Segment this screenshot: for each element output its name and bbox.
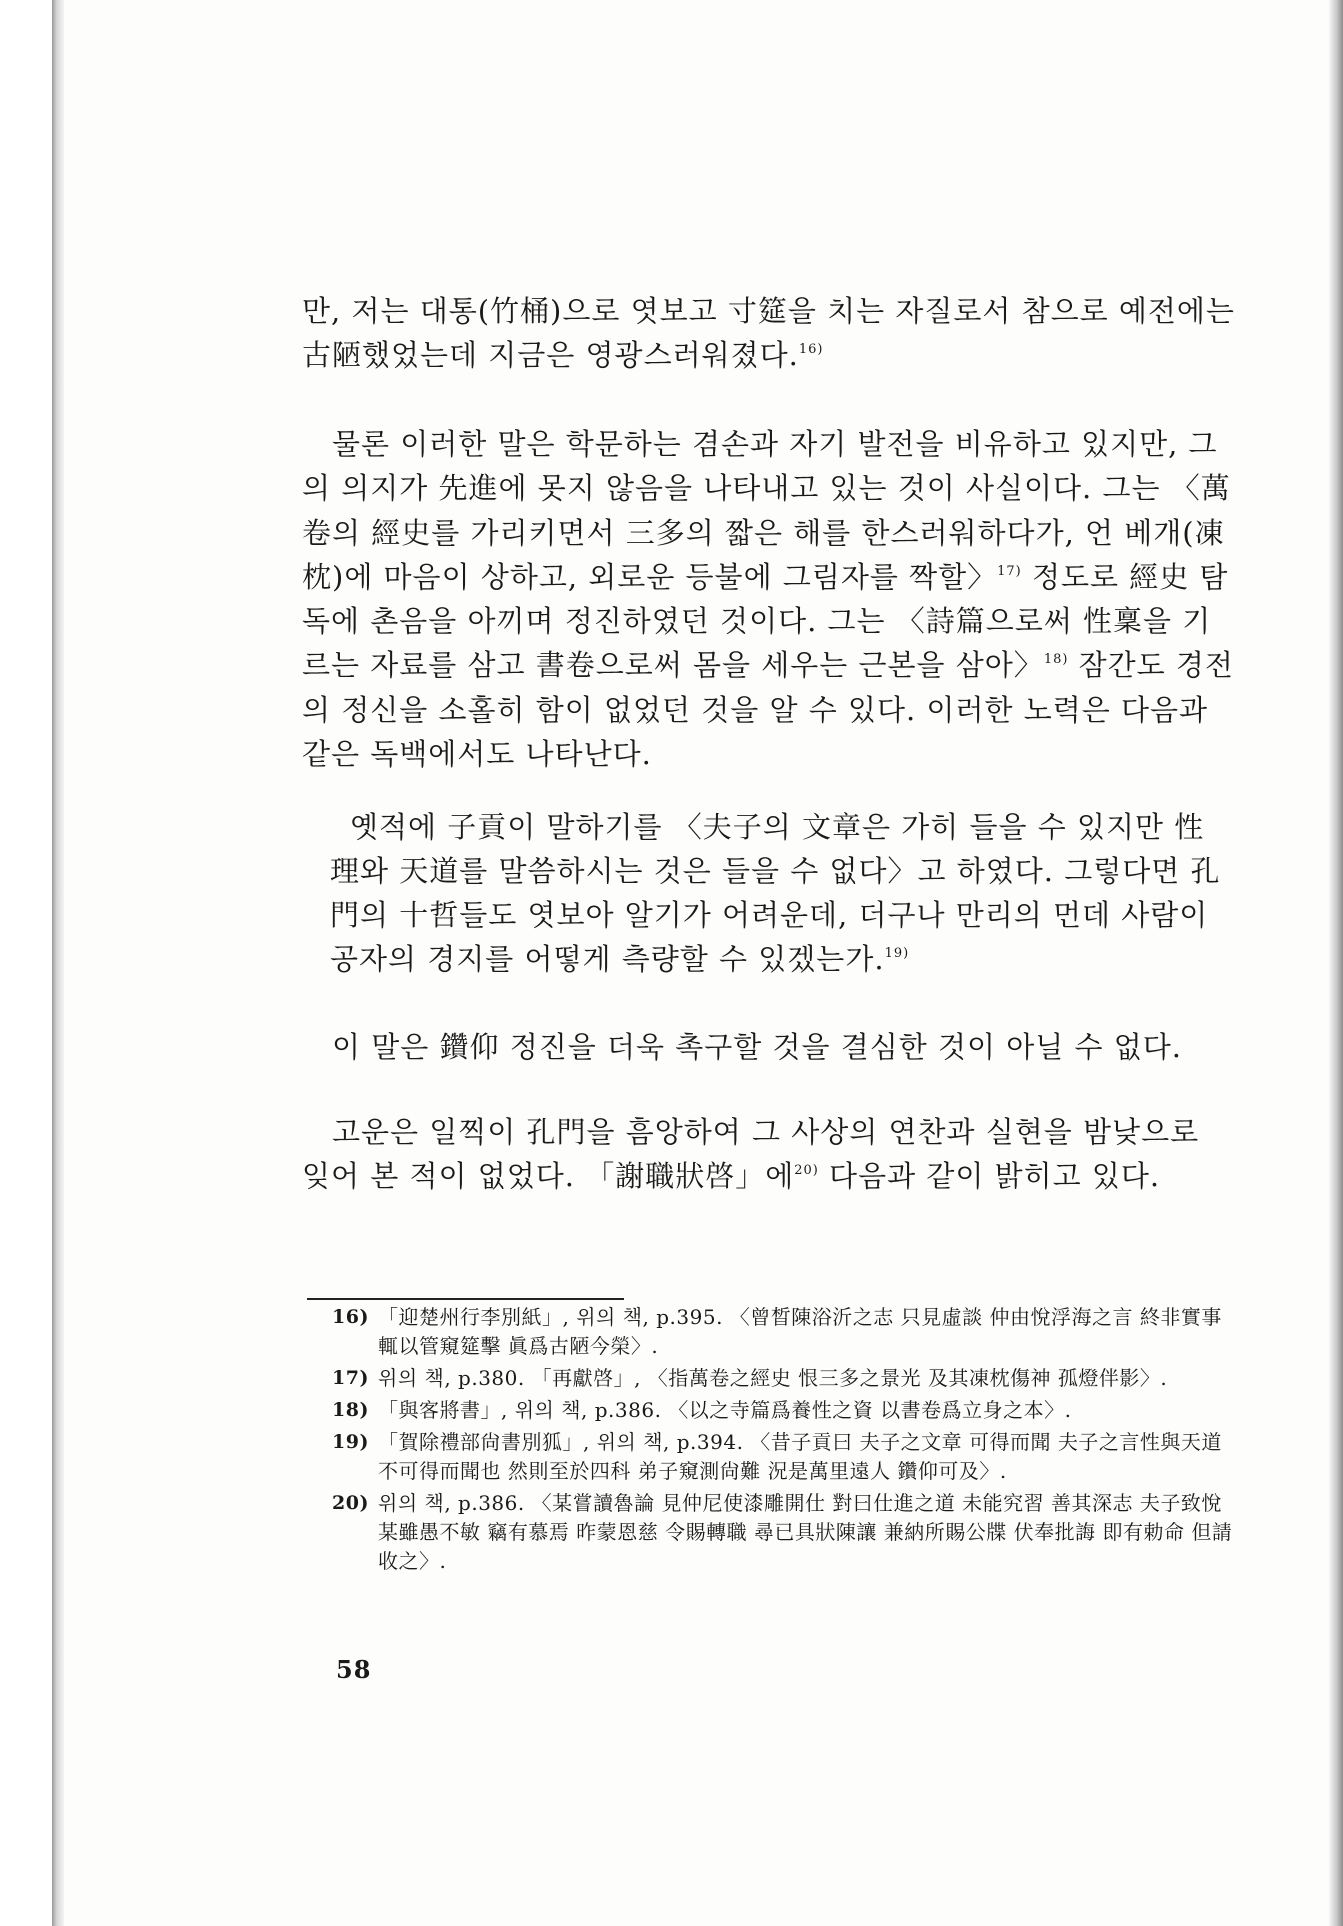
paragraph-continuation (302, 289, 1237, 378)
footnote-ref-20: 20) (794, 1163, 819, 1179)
footnote-text: 위의 책, p.386. 〈某嘗讀魯論 見仲尼使漆雕開仕 對曰仕進之道 未能究習 善其深志 夫子致悅 某雖愚不敏 竊有慕焉 昨蒙恩慈 令賜轉職 尋已具狀陳讓 兼納所賜公牒 伏奉批誨 即有勅命 但請收之〉. (378, 1491, 1233, 1573)
footnotes (304, 1303, 1244, 1579)
footnote-text: 위의 책, p.380. 「再獻啓」, 〈指萬卷之經史 恨三多之景光 及其凍枕傷神 孤燈伴影〉. (378, 1366, 1168, 1390)
paragraph-study-effort (302, 422, 1237, 776)
footnote-item (304, 1489, 1244, 1576)
footnote-text: 「賀除禮部尙書別狐」, 위의 책, p.394. 〈昔子貢曰 夫子之文章 可得而聞 夫子之言性與天道 不可得而聞也 然則至於四科 弟子窺測尙難 況是萬里遠人 鑽仰可及〉. (378, 1430, 1222, 1483)
footnote-number: 18) (332, 1399, 369, 1421)
quote-text: 옛적에 子貢이 말하기를 〈夫子의 文章은 가히 들을 수 있지만 性理와 天道를 말씀하시는 것은 들을 수 없다〉고 하였다. 그렇다면 孔門의 十哲들도 엿보아 알기가 어려운데, 더구나 만리의 먼데 사람이 공자의 경지를 어떻게 측량할 수 있겠는가. (330, 810, 1221, 976)
footnote-text: 「迎楚州行李別紙」, 위의 책, p.395. 〈曾晳陳浴沂之志 只見虛談 仲由悅浮海之言 終非實事 輒以管窺筵擊 眞爲古陋今榮〉. (378, 1305, 1222, 1358)
footnote-item (304, 1303, 1244, 1361)
paragraph-text: 다음과 같이 밝히고 있다. (818, 1159, 1161, 1194)
paragraph-text: 이 말은 鑽仰 정진을 더욱 촉구할 것을 결심한 것이 아닐 수 없다. (332, 1030, 1182, 1064)
paragraph-resolve (302, 1025, 1237, 1069)
footnote-item (304, 1364, 1244, 1393)
paragraph-text: 만, 저는 대통(竹桶)으로 엿보고 寸筵을 치는 자질로서 참으로 예전에는 古陋했었는데 지금은 영광스러워졌다. (302, 294, 1235, 373)
footnote-item (304, 1396, 1244, 1425)
page-number: 58 (336, 1655, 372, 1684)
paragraph-text: 물론 이러한 말은 학문하는 겸손과 자기 발전을 비유하고 있지만, 그의 의지가 先進에 못지 않음을 나타내고 있는 것이 사실이다. 그는 〈萬卷의 經史를 가리키면서 三多의 짧은 해를 한스러워하다가, 언 베개(凍枕)에 마음이 상하고, 외로운 등불에 그림자를 짝할〉 (302, 427, 1231, 594)
paragraph-confucian (302, 1110, 1237, 1199)
footnote-ref-19: 19) (884, 946, 910, 961)
footnote-number: 17) (332, 1367, 369, 1389)
block-quote (330, 805, 1230, 981)
footnote-item (304, 1428, 1244, 1486)
footnote-divider (307, 1298, 624, 1300)
footnote-number: 16) (332, 1306, 369, 1328)
footnote-text: 「與客將書」, 위의 책, p.386. 〈以之寺篇爲養性之資 以書卷爲立身之本〉. (378, 1398, 1072, 1422)
footnote-number: 19) (332, 1431, 369, 1453)
paragraph-text: 잠간도 경전의 정신을 소홀히 함이 없었던 것을 알 수 있다. 이러한 노력은 다음과 같은 독백에서도 나타난다. (302, 648, 1234, 772)
page-edge-left (52, 0, 64, 1926)
book-page (64, 0, 1329, 1926)
footnote-number: 20) (332, 1492, 369, 1514)
page-edge-right (1329, 0, 1343, 1926)
footnote-ref-17: 17) (997, 563, 1022, 579)
footnote-ref-16: 16) (798, 342, 824, 358)
footnote-ref-18: 18) (1043, 652, 1069, 668)
paragraph-text: 고운은 일찍이 孔門을 흠앙하여 그 사상의 연찬과 실현을 밤낮으로 잊어 본 적이 없었다. 「謝職狀啓」에 (302, 1115, 1200, 1194)
paragraph-text: 정도로 經史 탐독에 촌음을 아끼며 정진하였던 것이다. 그는 〈詩篇으로써 性稟을 기르는 자료를 삼고 書卷으로써 몸을 세우는 근본을 삼아〉 (302, 559, 1229, 683)
